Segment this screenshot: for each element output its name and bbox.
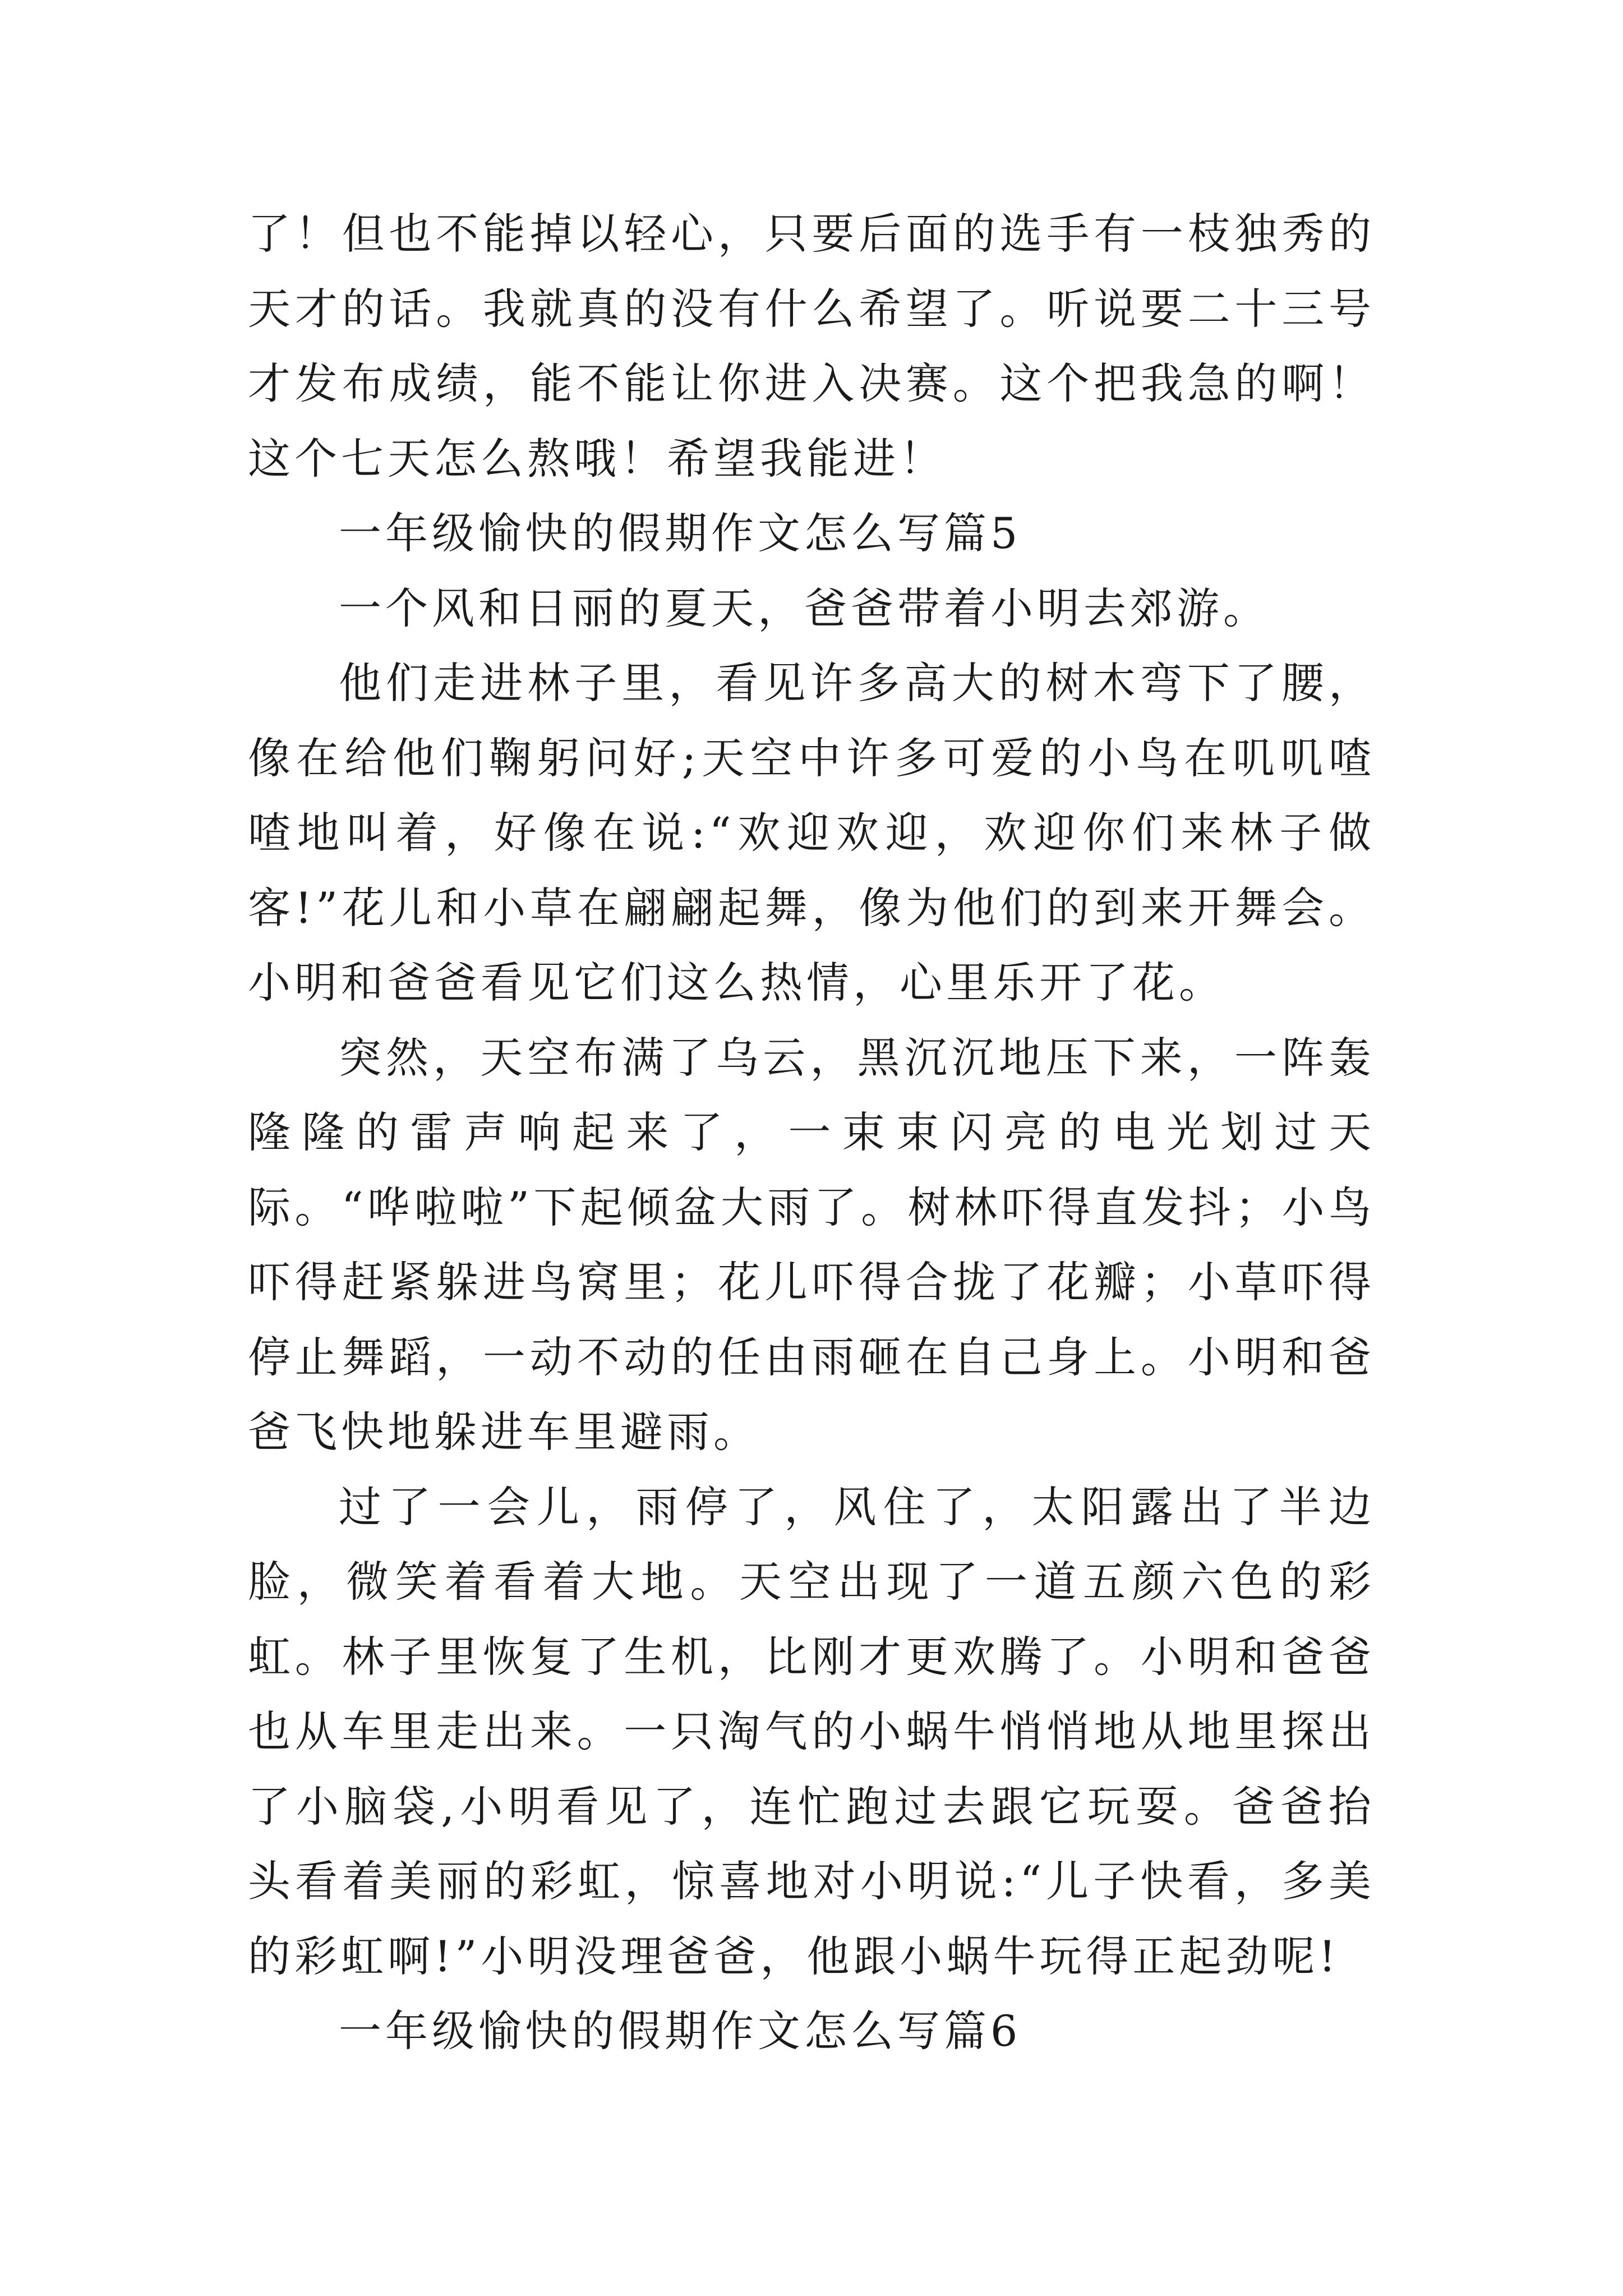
essay-heading-6: 一年级愉快的假期作文怎么写篇6 — [339, 2006, 1022, 2056]
document-body — [248, 196, 1375, 2069]
paragraph-storm: 突然，天空布满了乌云，黑沉沉地压下来，一阵轰隆隆的雷声响起来了，一束束闪亮的电光划过天际。“哗啦啦”下起倾盆大雨了。树林吓得直发抖；小鸟吓得赶紧躲进鸟窝里；花儿吓得合拢了花瓣；小草吓得停止舞蹈，一动不动的任由雨砸在自己身上。小明和爸爸飞快地躲进车里避雨。 — [248, 1032, 1375, 1457]
paragraph-outing: 一个风和日丽的夏天，爸爸带着小明去郊游。 — [339, 583, 1270, 633]
paragraph-continuation: 了！但也不能掉以轻心，只要后面的选手有一枝独秀的天才的话。我就真的没有什么希望了。听说要二十三号才发布成绩，能不能让你进入决赛。这个把我急的啊！这个七天怎么熬哦！希望我能进！ — [248, 209, 1375, 484]
essay-heading-5: 一年级愉快的假期作文怎么写篇5 — [339, 508, 1022, 558]
paragraph-forest: 他们走进林子里，看见许多高大的树木弯下了腰，像在给他们鞠躬问好;天空中许多可爱的小鸟在叽叽喳喳地叫着，好像在说:“欢迎欢迎，欢迎你们来林子做客!”花儿和小草在翩翩起舞，像为他们的到来开舞会。小明和爸爸看见它们这么热情，心里乐开了花。 — [248, 658, 1375, 1007]
paragraph-rainbow: 过了一会儿，雨停了，风住了，太阳露出了半边脸，微笑着看着大地。天空出现了一道五颜六色的彩虹。林子里恢复了生机，比刚才更欢腾了。小明和爸爸也从车里走出来。一只淘气的小蜗牛悄悄地从地里探出了小脑袋,小明看见了，连忙跑过去跟它玩耍。爸爸抬头看着美丽的彩虹，惊喜地对小明说:“儿子快看，多美的彩虹啊!”小明没理爸爸，他跟小蜗牛玩得正起劲呢! — [248, 1481, 1375, 1981]
